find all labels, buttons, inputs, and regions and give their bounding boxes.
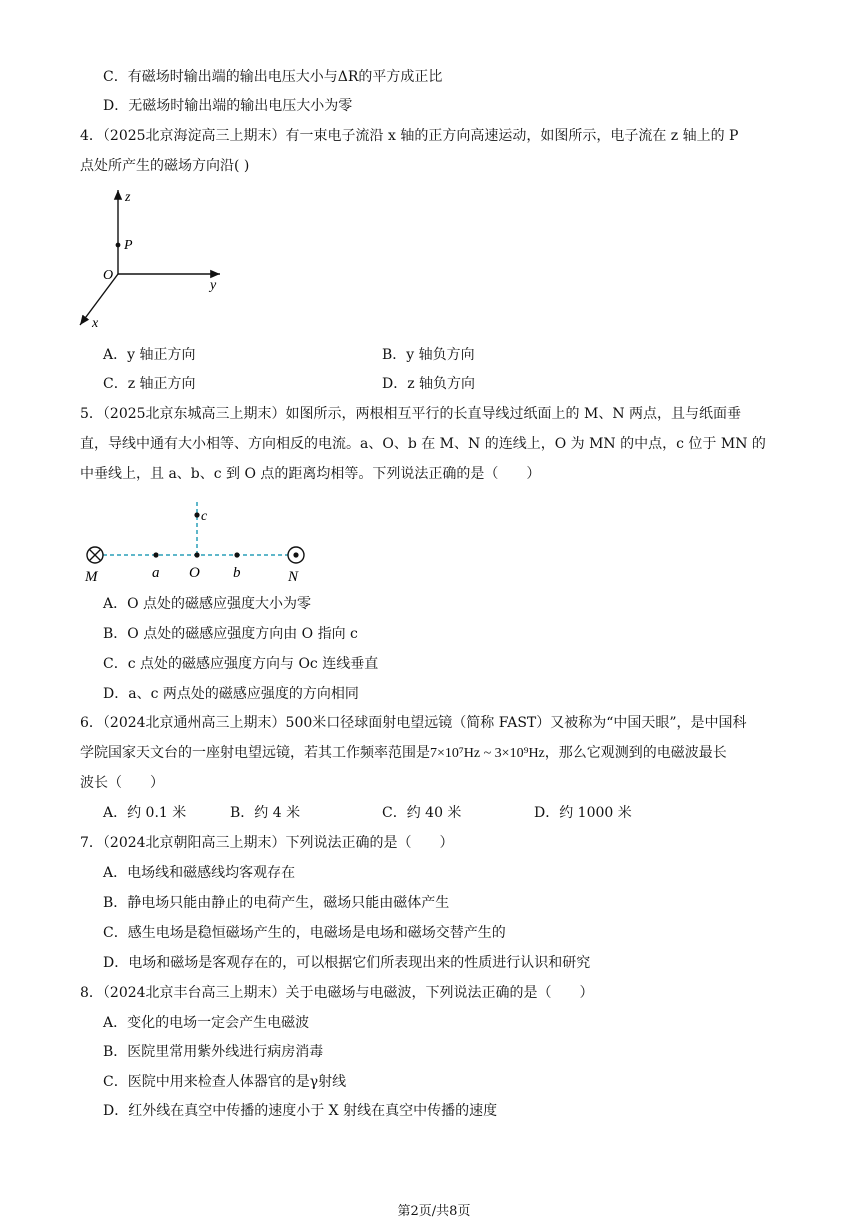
q4-option-a: A．y 轴正方向 bbox=[103, 347, 196, 363]
point-a-dot bbox=[153, 552, 158, 557]
point-b-label: b bbox=[233, 565, 241, 581]
q7-option-a: A．电场线和磁感线均客观存在 bbox=[103, 865, 296, 881]
q8-stem: 8．（2024北京丰台高三上期末）关于电磁场与电磁波，下列说法正确的是（ ） bbox=[80, 985, 594, 1001]
q6-stem-line-3: 波长（ ） bbox=[80, 775, 164, 791]
q3-option-d: D．无磁场时输出端的输出电压大小为零 bbox=[103, 98, 353, 114]
q4-stem-line-1: 4．（2025北京海淀高三上期末）有一束电子流沿 x 轴的正方向高速运动，如图所示，电子流在 z 轴上的 P bbox=[80, 128, 739, 144]
wire-n-label: N bbox=[288, 569, 299, 585]
q6-stem-line-2-text: 学院国家天文台的一座射电望远镜，若其工作频率范围是 bbox=[80, 745, 430, 761]
q8-option-b: B．医院里常用紫外线进行病房消毒 bbox=[103, 1044, 324, 1060]
q7-option-c: C．感生电场是稳恒磁场产生的，电磁场是电场和磁场交替产生的 bbox=[103, 925, 506, 941]
q6-stem-line-2 bbox=[80, 743, 727, 764]
point-o-dot bbox=[194, 552, 199, 557]
q6-frequency-formula: 7×10⁷Hz ~ 3×10⁹Hz bbox=[430, 746, 545, 761]
q7-option-b: B．静电场只能由静止的电荷产生，磁场只能由磁体产生 bbox=[103, 895, 450, 911]
q5-option-d: D．a、c 两点处的磁感应强度的方向相同 bbox=[103, 686, 359, 702]
q4-stem-line-2: 点处所产生的磁场方向沿( ) bbox=[80, 158, 250, 174]
q6-option-a: A．约 0.1 米 bbox=[103, 805, 187, 821]
q6-stem-line-1: 6．（2024北京通州高三上期末）500米口径球面射电望远镜（简称 FAST）又被称为“中国天眼”，是中国科 bbox=[80, 715, 747, 731]
q8-option-a: A．变化的电场一定会产生电磁波 bbox=[103, 1015, 310, 1031]
q4-option-b: B．y 轴负方向 bbox=[382, 347, 475, 363]
q5-option-a: A．O 点处的磁感应强度大小为零 bbox=[103, 596, 312, 612]
y-axis-label: y bbox=[210, 278, 217, 293]
point-c-dot bbox=[194, 512, 199, 517]
q6-option-b: B．约 4 米 bbox=[230, 805, 301, 821]
q4-option-d: D．z 轴负方向 bbox=[382, 376, 476, 392]
q6-option-c: C．约 40 米 bbox=[382, 805, 462, 821]
q3-option-c: C．有磁场时输出端的输出电压大小与ΔR的平方成正比 bbox=[103, 69, 443, 85]
q4-option-c: C．z 轴正方向 bbox=[103, 376, 196, 392]
point-c-label: c bbox=[201, 509, 208, 524]
q8-option-c: C．医院中用来检查人体器官的是γ射线 bbox=[103, 1074, 347, 1090]
z-axis-label: z bbox=[125, 190, 131, 205]
q5-option-b: B．O 点处的磁感应强度方向由 O 指向 c bbox=[103, 626, 358, 642]
q5-stem-line-1: 5．（2025北京东城高三上期末）如图所示，两根相互平行的长直导线过纸面上的 M、N 两点，且与纸面垂 bbox=[80, 406, 742, 422]
point-p-dot bbox=[116, 243, 121, 248]
point-b-dot bbox=[234, 552, 239, 557]
wire-m-label: M bbox=[85, 569, 98, 585]
q6-stem-line-2-tail: ，那么它观测到的电磁波最长 bbox=[544, 745, 727, 761]
x-axis-label: x bbox=[92, 316, 99, 331]
q7-option-d: D．电场和磁场是客观存在的，可以根据它们所表现出来的性质进行认识和研究 bbox=[103, 955, 591, 971]
point-p-label: P bbox=[124, 238, 133, 253]
point-o-label: O bbox=[189, 565, 200, 581]
q8-option-d: D．红外线在真空中传播的速度小于 X 射线在真空中传播的速度 bbox=[103, 1103, 498, 1119]
q5-option-c: C．c 点处的磁感应强度方向与 Oc 连线垂直 bbox=[103, 656, 379, 672]
origin-label: O bbox=[103, 268, 114, 283]
q6-option-d: D．约 1000 米 bbox=[534, 805, 632, 821]
q5-wires-figure bbox=[75, 495, 315, 587]
wire-n-out-of-page-icon bbox=[288, 547, 304, 563]
page-number-footer: 第2页/共8页 bbox=[397, 1204, 471, 1219]
point-a-label: a bbox=[152, 565, 160, 581]
q5-stem-line-3: 中垂线上，且 a、b、c 到 O 点的距离均相等。下列说法正确的是（ ） bbox=[80, 466, 541, 482]
q7-stem: 7．（2024北京朝阳高三上期末）下列说法正确的是（ ） bbox=[80, 835, 454, 851]
wire-m-into-page-icon bbox=[87, 547, 103, 563]
q5-stem-line-2: 直，导线中通有大小相等、方向相反的电流。a、O、b 在 M、N 的连线上，O 为 MN 的中点，c 位于 MN 的 bbox=[80, 436, 766, 452]
q4-axes-figure bbox=[70, 185, 240, 335]
